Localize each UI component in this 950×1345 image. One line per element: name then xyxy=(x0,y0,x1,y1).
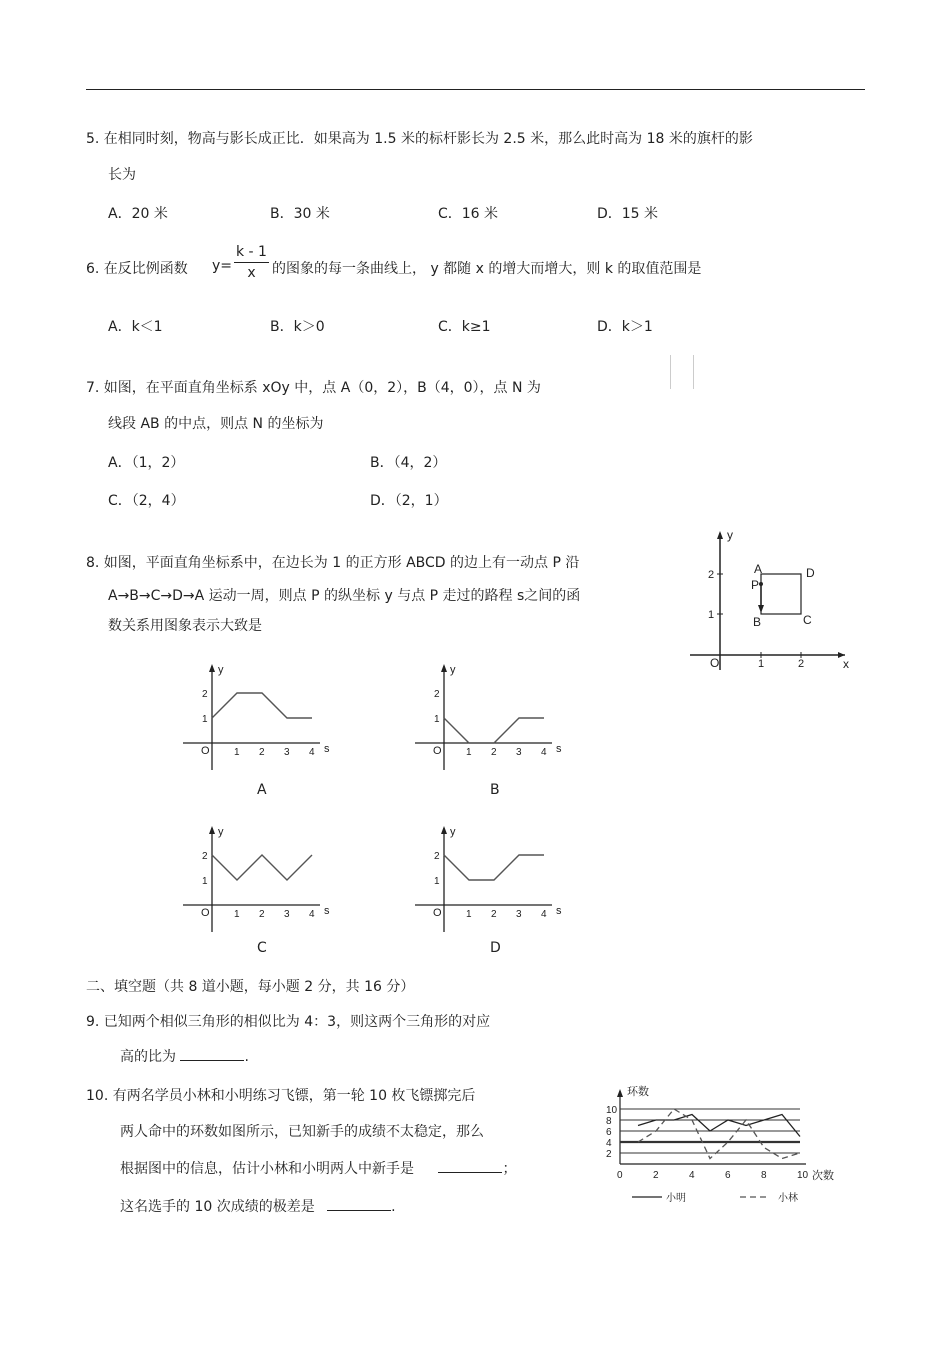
chart-y-tick-label: 4 xyxy=(606,1138,612,1149)
graph-x-tick-label: 2 xyxy=(259,909,265,920)
q9-line1: 9. 已知两个相似三角形的相似比为 4：3，则这两个三角形的对应 xyxy=(86,1014,491,1030)
graph-y-arrow xyxy=(441,826,447,834)
graph-y-tick-label: 2 xyxy=(202,689,208,700)
q6-y-equals: y= xyxy=(212,258,233,274)
q9-line2 xyxy=(120,1046,249,1066)
graph-origin-label: O xyxy=(201,907,210,919)
section2-heading: 二、填空题（共 8 道小题，每小题 2 分，共 16 分） xyxy=(86,979,415,995)
q6-suffix: 的图象的每一条曲线上， y 都随 x 的增大而增大，则 k 的取值范围是 xyxy=(272,261,702,277)
q8-line3: 数关系用图象表示大致是 xyxy=(108,618,262,634)
q5-option-a: A．20 米 xyxy=(108,206,168,222)
fig-tick-x2: 2 xyxy=(798,658,805,670)
fig-point-c: C xyxy=(803,613,812,627)
graph-c-caption: C xyxy=(257,940,267,956)
q9-line2-end: . xyxy=(244,1049,249,1065)
graph-y-tick-label: 1 xyxy=(202,876,208,887)
q9-answer-blank[interactable] xyxy=(180,1048,244,1061)
graph-b xyxy=(412,658,572,773)
q10-line2: 两人命中的环数如图所示，已知新手的成绩不太稳定，那么 xyxy=(120,1124,484,1140)
graph-y-label: y xyxy=(218,664,224,676)
chart-series-xiaoming xyxy=(638,1115,800,1137)
graph-y-arrow xyxy=(441,664,447,672)
chart-x-tick-label: 2 xyxy=(653,1170,659,1181)
graph-x-tick-label: 2 xyxy=(259,747,265,758)
graph-y-arrow xyxy=(209,826,215,834)
graph-d xyxy=(412,820,572,935)
graph-x-tick-label: 4 xyxy=(309,747,315,758)
graph-x-tick-label: 2 xyxy=(491,909,497,920)
graph-x-tick-label: 4 xyxy=(309,909,315,920)
graph-y-label: y xyxy=(218,826,224,838)
q7-line2: 线段 AB 的中点，则点 N 的坐标为 xyxy=(108,416,324,432)
graph-b-caption: B xyxy=(490,782,500,798)
q6-option-c: C．k≥1 xyxy=(438,319,491,335)
fig-point-d: D xyxy=(806,566,815,580)
q7-figure-placeholder xyxy=(670,355,694,389)
q10-line4-end: . xyxy=(391,1199,396,1215)
graph-x-tick-label: 1 xyxy=(466,747,472,758)
q10-line3-text: 根据图中的信息，估计小林和小明两人中新手是 xyxy=(120,1161,414,1177)
graph-x-tick-label: 3 xyxy=(516,909,522,920)
graph-y-label: y xyxy=(450,664,456,676)
q10-answer-blank-2[interactable] xyxy=(327,1198,391,1211)
q6-fraction xyxy=(234,244,269,281)
graph-y-tick-label: 1 xyxy=(202,714,208,725)
graph-a xyxy=(180,658,340,773)
graph-x-tick-label: 4 xyxy=(541,909,547,920)
legend-label-xiaolin: 小林 xyxy=(778,1193,798,1204)
graph-x-tick-label: 4 xyxy=(541,747,547,758)
chart-x-title: 次数 xyxy=(812,1170,834,1182)
chart-y-tick-label: 8 xyxy=(606,1116,612,1127)
q10-score-chart xyxy=(605,1040,855,1220)
graph-x-tick-label: 3 xyxy=(284,909,290,920)
fig-tick-x1: 1 xyxy=(758,658,765,670)
graph-origin-label: O xyxy=(433,907,442,919)
q6-option-b: B．k＞0 xyxy=(270,319,325,335)
chart-x-tick-label: 10 xyxy=(797,1170,809,1181)
legend-label-xiaoming: 小明 xyxy=(666,1193,686,1204)
q10-line4-text: 这名选手的 10 次成绩的极差是 xyxy=(120,1199,315,1215)
q10-line3 xyxy=(120,1158,516,1178)
chart-y-tick-label: 6 xyxy=(606,1127,612,1138)
chart-x-tick-label: 0 xyxy=(617,1170,623,1181)
graph-x-tick-label: 3 xyxy=(516,747,522,758)
q8-square-figure xyxy=(685,525,855,675)
q5-line1: 5. 在相同时刻，物高与影长成正比．如果高为 1.5 米的标杆影长为 2.5 米，那么此时高为 18 米的旗杆的影 xyxy=(86,131,753,147)
q8-line2: A→B→C→D→A 运动一周，则点 P 的纵坐标 y 与点 P 走过的路程 s之间的函 xyxy=(108,588,581,604)
graph-y-arrow xyxy=(209,664,215,672)
fig-tick-y2: 2 xyxy=(708,569,715,581)
graph-y-tick-label: 1 xyxy=(434,714,440,725)
chart-y-arrow xyxy=(617,1089,623,1097)
graph-s-label: s xyxy=(324,905,330,917)
graph-c xyxy=(180,820,340,935)
graph-s-label: s xyxy=(556,743,562,755)
q8-line1: 8. 如图，平面直角坐标系中，在边长为 1 的正方形 ABCD 的边上有一动点 P 沿 xyxy=(86,555,580,571)
q5-option-d: D．15 米 xyxy=(597,206,659,222)
fig-point-a: A xyxy=(754,562,763,576)
q6-option-a: A．k＜1 xyxy=(108,319,163,335)
graph-curve xyxy=(444,855,544,880)
q7-option-b: B．（4，2） xyxy=(370,455,447,471)
q10-answer-blank-1[interactable] xyxy=(438,1160,502,1173)
chart-y-title: 环数 xyxy=(627,1086,649,1098)
graph-y-tick-label: 2 xyxy=(202,851,208,862)
graph-x-tick-label: 3 xyxy=(284,747,290,758)
q7-option-d: D．（2，1） xyxy=(370,493,448,509)
q6-numerator: k - 1 xyxy=(234,244,269,263)
q5-option-b: B．30 米 xyxy=(270,206,330,222)
q6-denominator: x xyxy=(247,265,256,281)
graph-a-caption: A xyxy=(257,782,267,798)
q10-line3-end: ； xyxy=(502,1161,517,1177)
graph-y-label: y xyxy=(450,826,456,838)
graph-d-caption: D xyxy=(490,940,501,956)
graph-y-tick-label: 2 xyxy=(434,851,440,862)
q10-line1: 10. 有两名学员小林和小明练习飞镖，第一轮 10 枚飞镖掷完后 xyxy=(86,1088,476,1104)
graph-y-tick-label: 1 xyxy=(434,876,440,887)
graph-origin-label: O xyxy=(201,745,210,757)
graph-s-label: s xyxy=(324,743,330,755)
chart-y-tick-label: 10 xyxy=(606,1105,618,1116)
graph-x-tick-label: 1 xyxy=(234,909,240,920)
graph-curve xyxy=(212,855,312,880)
chart-x-tick-label: 8 xyxy=(761,1170,767,1181)
graph-curve xyxy=(444,718,544,743)
chart-x-tick-label: 4 xyxy=(689,1170,695,1181)
q9-line2-text: 高的比为 xyxy=(120,1049,176,1065)
fig-tick-y1: 1 xyxy=(708,609,715,621)
q7-option-c: C．（2，4） xyxy=(108,493,185,509)
graph-x-tick-label: 1 xyxy=(466,909,472,920)
graph-x-tick-label: 2 xyxy=(491,747,497,758)
q7-line1: 7. 如图，在平面直角坐标系 xOy 中，点 A（0，2），B（4，0），点 N 为 xyxy=(86,380,541,396)
graph-s-label: s xyxy=(556,905,562,917)
graph-origin-label: O xyxy=(433,745,442,757)
chart-x-tick-label: 6 xyxy=(725,1170,731,1181)
graph-curve xyxy=(212,693,312,718)
q6-option-d: D．k＞1 xyxy=(597,319,653,335)
fig-x-label: x xyxy=(843,657,849,671)
graph-y-tick-label: 2 xyxy=(434,689,440,700)
q6-prefix: 6. 在反比例函数 xyxy=(86,261,188,277)
fig-y-label: y xyxy=(727,528,733,542)
fig-origin-label: O xyxy=(710,656,720,670)
q5-line2: 长为 xyxy=(108,167,136,183)
graph-x-tick-label: 1 xyxy=(234,747,240,758)
q5-option-c: C．16 米 xyxy=(438,206,499,222)
q7-option-a: A．（1，2） xyxy=(108,455,185,471)
fig-point-p: P xyxy=(751,578,760,592)
header-rule xyxy=(86,89,865,90)
fig-point-b: B xyxy=(753,615,762,629)
q10-line4 xyxy=(120,1196,396,1216)
chart-y-tick-label: 2 xyxy=(606,1149,612,1160)
